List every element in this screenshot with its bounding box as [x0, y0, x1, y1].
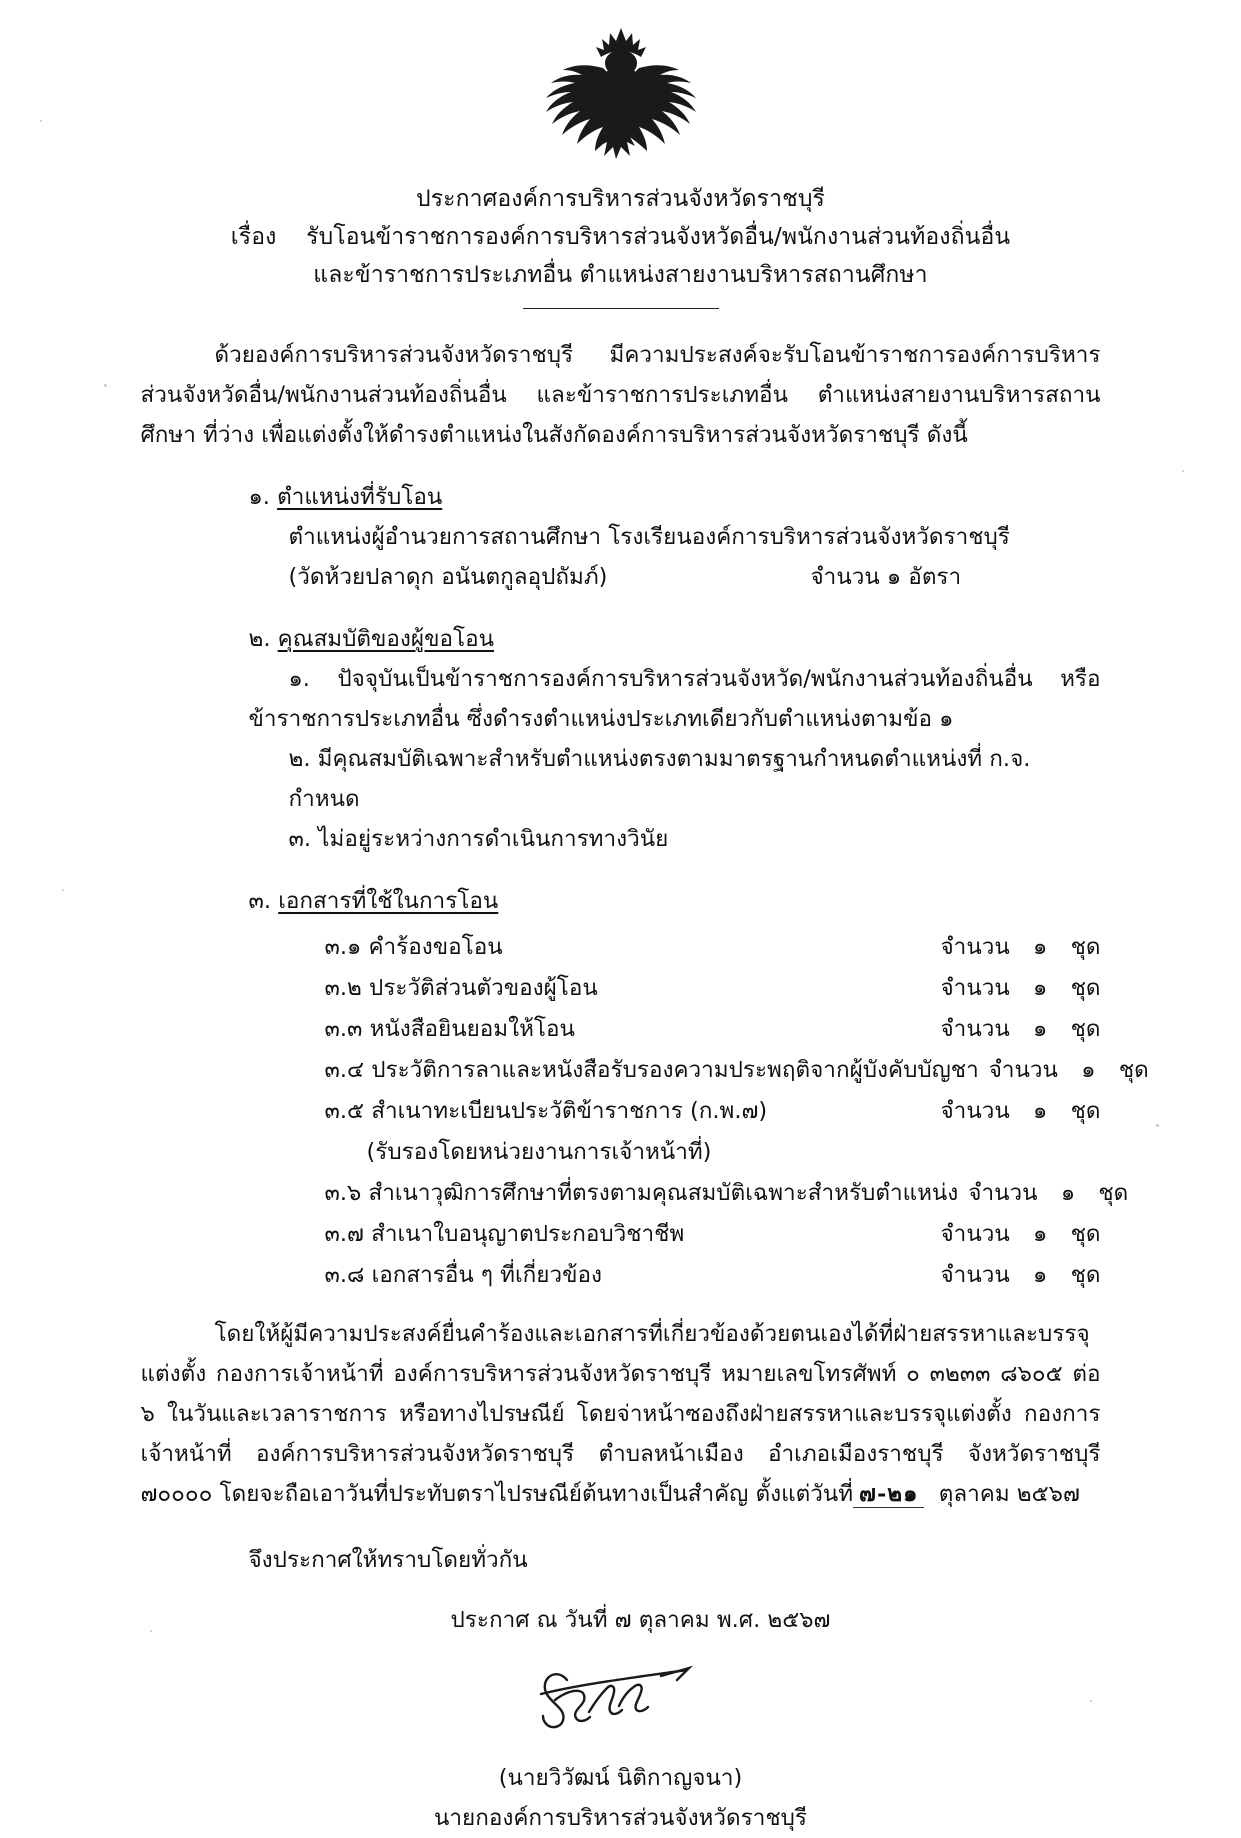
doc-label: ประวัติการลาและหนังสือรับรองความประพฤติจากผู้บังคับบัญชา — [371, 1057, 979, 1083]
table-row — [325, 927, 1101, 968]
closing-paragraph — [141, 1314, 1101, 1514]
doc-label: สำเนาใบอนุญาตประกอบวิชาชีพ — [371, 1221, 685, 1247]
section-2-item-2: ๒. มีคุณสมบัติเฉพาะสำหรับตำแหน่งตรงตามมาตรฐานกำหนดตำแหน่งที่ ก.จ. กำหนด — [288, 746, 1031, 812]
header-line-1: ประกาศองค์การบริหารส่วนจังหวัดราชบุรี — [416, 186, 825, 212]
section-3-heading — [141, 881, 1101, 921]
header-subject-label: เรื่อง — [230, 224, 277, 250]
document-body — [140, 309, 1149, 1838]
doc-qty-unit: ชุด — [1070, 934, 1101, 960]
doc-qty-label: จำนวน — [940, 1098, 1010, 1124]
scan-speckle — [1182, 470, 1184, 472]
section-3-number: ๓. — [248, 888, 272, 914]
announced-date: ประกาศ ณ วันที่ ๗ ตุลาคม พ.ศ. ๒๕๖๗ — [450, 1607, 831, 1633]
scan-speckle — [104, 384, 107, 387]
doc-qty-value: ๑ — [1033, 1262, 1048, 1288]
scan-speckle — [1156, 1124, 1159, 1127]
doc-number: ๓.๒ — [324, 975, 362, 1001]
closing-block — [141, 1314, 1101, 1514]
doc-qty-unit: ชุด — [1070, 975, 1101, 1001]
doc-qty-unit: ชุด — [1070, 1221, 1101, 1247]
doc-label: สำเนาทะเบียนประวัติข้าราชการ (ก.พ.๗) — [371, 1098, 768, 1124]
section-2-heading — [141, 619, 1101, 659]
table-row — [325, 1214, 1101, 1255]
table-row — [324, 1173, 1129, 1214]
doc-qty — [931, 968, 1101, 1009]
document-header — [0, 180, 1241, 309]
section-1-position-note: (วัดห้วยปลาดุก อนันตกูลอุปถัมภ์) — [288, 564, 608, 590]
signer-block — [141, 1758, 1101, 1838]
doc-qty-label: จำนวน — [940, 1016, 1010, 1042]
doc-qty-value: ๑ — [1081, 1057, 1096, 1083]
doc-qty — [979, 1050, 1149, 1091]
emblem-container — [0, 0, 1241, 174]
doc-label: สำเนาวุฒิการศึกษาที่ตรงตามคุณสมบัติเฉพาะสำหรับตำแหน่ง — [368, 1180, 959, 1206]
doc-qty-label: จำนวน — [968, 1180, 1038, 1206]
section-1-line-1: ตำแหน่งผู้อำนวยการสถานศึกษา โรงเรียนองค์การบริหารส่วนจังหวัดราชบุรี — [288, 524, 1010, 550]
doc-number: ๓.๕ — [324, 1098, 365, 1124]
table-row — [325, 1091, 1101, 1132]
closing-paragraph-text: โดยให้ผู้มีความประสงค์ยื่นคำร้องและเอกสารที่เกี่ยวข้องด้วยตนเองได้ที่ฝ่ายสรรหาและบรรจุแต่งตั้ง กองการเจ้าหน้าที่ องค์การบริหารส่วนจังหวัดราชบุรี หมายเลขโทรศัพท์ ๐ ๓๒๓๓ ๘๖๐๕ ต่อ ๖ ในวันและเวลาราชการ หรือทางไปรษณีย์ โดยจ่าหน้าซองถึงฝ่ายสรรหาและบรรจุแต่งตั้ง กองการเจ้าหน้าที่ องค์การบริหารส่วนจังหวัดราชบุรี ตำบลหน้าเมือง อำเภอเมืองราชบุรี จังหวัดราชบุรี ๗๐๐๐๐ โดยจะถือเอาวันที่ประทับตราไปรษณีย์ต้นทางเป็นสำคัญ ตั้งแต่วันที่ — [140, 1321, 1101, 1507]
table-row — [324, 1050, 1149, 1091]
table-row — [325, 968, 1101, 1009]
doc-label: ประวัติส่วนตัวของผู้โอน — [369, 975, 598, 1001]
header-line-3: และข้าราชการประเภทอื่น ตำแหน่งสายงานบริหารสถานศึกษา — [313, 262, 928, 288]
signature-mark — [511, 1656, 731, 1746]
section-3-title: เอกสารที่ใช้ในการโอน — [278, 888, 499, 914]
doc-qty-label: จำนวน — [988, 1057, 1058, 1083]
intro-paragraph: ด้วยองค์การบริหารส่วนจังหวัดราชบุรี มีความประสงค์จะรับโอนข้าราชการองค์การบริหารส่วนจังหวัดอื่น/พนักงานส่วนท้องถิ่นอื่น และข้าราชการประเภทอื่น ตำแหน่งสายงานบริหารสถานศึกษา ที่ว่าง เพื่อแต่งตั้งให้ดำรงตำแหน่งในสังกัดองค์การบริหารส่วนจังหวัดราชบุรี ดังนี้ — [140, 342, 1101, 448]
document-requirements-list — [141, 927, 1149, 1296]
signer-position: นายกองค์การบริหารส่วนจังหวัดราชบุรี — [434, 1805, 807, 1831]
doc-qty-label: จำนวน — [940, 934, 1010, 960]
doc-qty-value: ๑ — [1033, 975, 1048, 1001]
section-1-position-row — [141, 557, 1101, 597]
doc-qty-label: จำนวน — [940, 975, 1010, 1001]
doc-qty — [931, 1255, 1101, 1296]
doc-qty — [931, 927, 1101, 968]
signer-name: (นายวิวัฒน์ นิติกาญจนา) — [498, 1765, 743, 1791]
section-1-heading — [141, 477, 1101, 517]
table-row — [325, 1255, 1101, 1296]
section-1-title: ตำแหน่งที่รับโอน — [277, 484, 443, 510]
section-2-item-3: ๓. ไม่อยู่ระหว่างการดำเนินการทางวินัย — [288, 826, 669, 852]
doc-qty — [931, 1091, 1101, 1132]
doc-qty-value: ๑ — [1033, 1098, 1048, 1124]
garuda-emblem — [531, 24, 711, 174]
doc-number: ๓.๔ — [324, 1057, 365, 1083]
announcement-notice: จึงประกาศให้ทราบโดยทั่วกัน — [248, 1547, 528, 1573]
section-1-number: ๑. — [248, 484, 270, 510]
doc-number: ๓.๘ — [324, 1262, 365, 1288]
doc-qty-unit: ชุด — [1098, 1180, 1129, 1206]
section-1-position-qty: จำนวน ๑ อัตรา — [810, 564, 962, 590]
doc-number: ๓.๗ — [324, 1221, 364, 1247]
table-row — [325, 1009, 1101, 1050]
doc-qty-value: ๑ — [1033, 1016, 1048, 1042]
scan-speckle — [62, 889, 64, 891]
closing-paragraph-tail: ตุลาคม ๒๕๖๗ — [938, 1481, 1080, 1507]
doc-qty-value: ๑ — [1060, 1180, 1076, 1206]
doc-qty-unit: ชุด — [1070, 1098, 1101, 1124]
section-2-item-1: ๑. ปัจจุบันเป็นข้าราชการองค์การบริหารส่วนจังหวัด/พนักงานส่วนท้องถิ่นอื่น หรือข้าราชการประเภทอื่น ซึ่งดำรงตำแหน่งประเภทเดียวกับตำแหน่งตามข้อ ๑ — [248, 666, 1101, 732]
handwritten-date: ๗-๒๑ — [853, 1481, 924, 1508]
doc-qty-value: ๑ — [1033, 934, 1048, 960]
doc-qty — [958, 1173, 1128, 1214]
doc-label: หนังสือยินยอมให้โอน — [369, 1016, 575, 1042]
doc-number: ๓.๑ — [324, 934, 362, 960]
header-line-2 — [0, 218, 1241, 256]
doc-number: ๓.๓ — [324, 1016, 363, 1042]
doc-qty-label: จำนวน — [940, 1262, 1010, 1288]
doc-qty-label: จำนวน — [940, 1221, 1010, 1247]
section-2-number: ๒. — [248, 626, 271, 652]
header-subject-text: รับโอนข้าราชการองค์การบริหารส่วนจังหวัดอื่น/พนักงานส่วนท้องถิ่นอื่น — [306, 224, 1011, 250]
section-2-title: คุณสมบัติของผู้ขอโอน — [277, 626, 494, 652]
signature-area — [141, 1640, 1101, 1758]
doc-certify-note: (รับรองโดยหน่วยงานการเจ้าหน้าที่) — [366, 1139, 712, 1165]
doc-qty-unit: ชุด — [1070, 1016, 1101, 1042]
doc-label: คำร้องขอโอน — [368, 934, 503, 960]
doc-qty-unit: ชุด — [1070, 1262, 1101, 1288]
doc-label: เอกสารอื่น ๆ ที่เกี่ยวข้อง — [371, 1262, 602, 1288]
doc-qty-value: ๑ — [1033, 1221, 1048, 1247]
doc-qty — [931, 1214, 1101, 1255]
doc-qty — [931, 1009, 1101, 1050]
doc-qty-unit: ชุด — [1118, 1057, 1149, 1083]
doc-number: ๓.๖ — [324, 1180, 362, 1206]
